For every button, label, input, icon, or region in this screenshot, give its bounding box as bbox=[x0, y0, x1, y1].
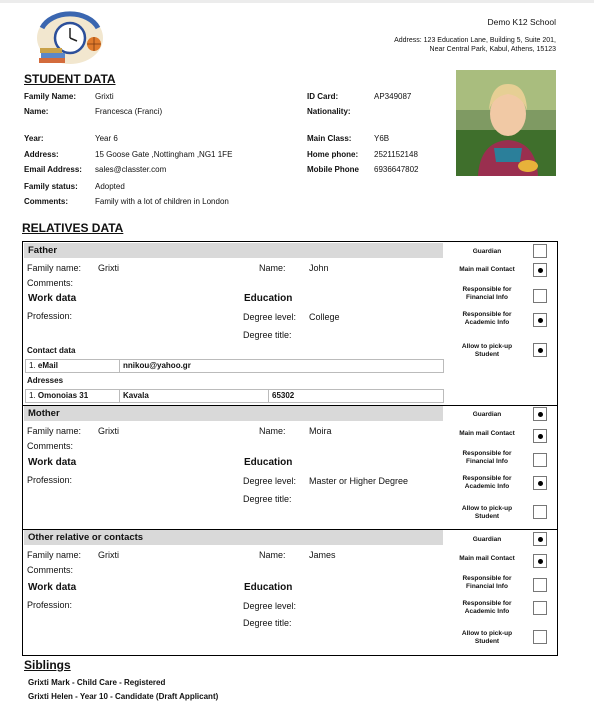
school-name: Demo K12 School bbox=[487, 17, 556, 27]
academic-label-line-2: Academic Info bbox=[464, 319, 510, 326]
checked-dot bbox=[538, 348, 543, 353]
checked-dot bbox=[538, 537, 543, 542]
pickup-label-line-1: Allow to pick-up bbox=[461, 343, 513, 350]
financial-label-line-2: Financial Info bbox=[466, 294, 508, 301]
mother-academic-label bbox=[447, 475, 527, 491]
other-degree-title-label: Degree title: bbox=[243, 618, 292, 628]
name-value: Francesca (Franci) bbox=[95, 107, 163, 116]
father-contact-data: Contact data bbox=[27, 346, 76, 355]
other-guardian-label: Guardian bbox=[472, 536, 502, 543]
father-address-zip: 65302 bbox=[268, 389, 444, 403]
mother-pickup-checkbox[interactable] bbox=[533, 505, 547, 519]
mother-academic-checkbox[interactable] bbox=[533, 476, 547, 490]
mother-guardian-checkbox[interactable] bbox=[533, 407, 547, 421]
father-pickup-checkbox[interactable] bbox=[533, 343, 547, 357]
mobile-label: Mobile Phone bbox=[307, 165, 359, 174]
academic-label-line-1: Responsible for bbox=[462, 475, 512, 482]
father-address-street: Omonoias 31 bbox=[37, 391, 89, 400]
father-academic-label bbox=[447, 311, 527, 327]
other-family-name-label: Family name: bbox=[27, 550, 82, 560]
other-degree-level-label: Degree level: bbox=[243, 601, 297, 611]
father-adresses-label: Adresses bbox=[27, 376, 64, 385]
address-line-2: Near Central Park, Kabul, Athens, 15123 bbox=[429, 46, 556, 53]
checked-dot bbox=[538, 412, 543, 417]
checked-dot bbox=[538, 559, 543, 564]
pickup-label-line-1: Allow to pick-up bbox=[461, 505, 513, 512]
address-line-1: Address: 123 Education Lane, Building 5, Suite 201, bbox=[394, 37, 556, 44]
academic-label-line-2: Academic Info bbox=[464, 608, 510, 615]
other-academic-label bbox=[447, 600, 527, 616]
mother-work-data: Work data bbox=[28, 457, 77, 468]
father-main-mail-checkbox[interactable] bbox=[533, 263, 547, 277]
father-header: Father bbox=[24, 243, 443, 258]
address-value: 15 Goose Gate ,Nottingham ,NG1 1FE bbox=[95, 150, 233, 159]
financial-label-line-1: Responsible for bbox=[462, 575, 512, 582]
father-family-name-label: Family name: bbox=[27, 263, 82, 273]
financial-label-line-1: Responsible for bbox=[462, 286, 512, 293]
father-academic-checkbox[interactable] bbox=[533, 313, 547, 327]
family-status-label: Family status: bbox=[24, 182, 78, 191]
pickup-label-line-2: Student bbox=[474, 513, 500, 520]
sibling-item: Grixti Mark - Child Care - Registered bbox=[28, 678, 166, 687]
family-status-value: Adopted bbox=[95, 182, 125, 191]
mother-degree-level-value: Master or Higher Degree bbox=[309, 476, 409, 486]
home-phone-label: Home phone: bbox=[307, 150, 359, 159]
mother-financial-label bbox=[447, 450, 527, 466]
mother-comments-label: Comments: bbox=[27, 441, 74, 451]
mobile-value: 6936647802 bbox=[374, 165, 419, 174]
mother-pickup-label bbox=[447, 505, 527, 521]
father-pickup-label bbox=[447, 343, 527, 359]
pickup-label-line-1: Allow to pick-up bbox=[461, 630, 513, 637]
father-name-label: Name: bbox=[259, 263, 286, 273]
family-name-label: Family Name: bbox=[24, 92, 77, 101]
other-name-value: James bbox=[309, 550, 336, 560]
father-family-name-value: Grixti bbox=[98, 263, 119, 273]
father-degree-level-label: Degree level: bbox=[243, 312, 297, 322]
sibling-item: Grixti Helen - Year 10 - Candidate (Draft Applicant) bbox=[28, 692, 219, 701]
other-work-data: Work data bbox=[28, 582, 77, 593]
other-financial-checkbox[interactable] bbox=[533, 578, 547, 592]
mother-main-mail-label: Main mail Contact bbox=[459, 430, 515, 437]
relatives-data-title: RELATIVES DATA bbox=[22, 221, 124, 235]
mother-header: Mother bbox=[24, 406, 443, 421]
family-name-value: Grixti bbox=[95, 92, 114, 101]
mother-degree-level-label: Degree level: bbox=[243, 476, 297, 486]
mother-guardian-label: Guardian bbox=[472, 411, 502, 418]
year-label: Year: bbox=[24, 134, 44, 143]
other-profession-label: Profession: bbox=[27, 600, 73, 610]
pickup-label-line-2: Student bbox=[474, 638, 500, 645]
father-degree-level-value: College bbox=[309, 312, 340, 322]
academic-label-line-2: Academic Info bbox=[464, 483, 510, 490]
mother-degree-title-label: Degree title: bbox=[243, 494, 292, 504]
father-guardian-checkbox[interactable] bbox=[533, 244, 547, 258]
id-card-value: AP349087 bbox=[374, 92, 412, 101]
father-address-street-cell bbox=[25, 389, 120, 403]
pickup-label-line-2: Student bbox=[474, 351, 500, 358]
financial-label-line-1: Responsible for bbox=[462, 450, 512, 457]
school-logo bbox=[32, 8, 107, 66]
student-data-title: STUDENT DATA bbox=[24, 72, 116, 86]
mother-family-name-label: Family name: bbox=[27, 426, 82, 436]
other-main-mail-label: Main mail Contact bbox=[459, 555, 515, 562]
financial-label-line-2: Financial Info bbox=[466, 583, 508, 590]
checked-dot bbox=[538, 268, 543, 273]
other-main-mail-checkbox[interactable] bbox=[533, 554, 547, 568]
relatives-box bbox=[22, 241, 558, 656]
top-bar bbox=[0, 0, 594, 3]
other-education: Education bbox=[244, 582, 293, 593]
checked-dot bbox=[538, 434, 543, 439]
main-class-label: Main Class: bbox=[307, 134, 352, 143]
father-contact-value: nnikou@yahoo.gr bbox=[119, 359, 444, 373]
father-name-value: John bbox=[309, 263, 329, 273]
id-card-label: ID Card: bbox=[307, 92, 339, 101]
other-pickup-label bbox=[447, 630, 527, 646]
comments-label: Comments: bbox=[24, 197, 69, 206]
father-work-data: Work data bbox=[28, 293, 77, 304]
father-contact-type-cell bbox=[25, 359, 120, 373]
comments-value: Family with a lot of children in London bbox=[95, 197, 229, 206]
email-label: Email Address: bbox=[24, 165, 82, 174]
mother-education: Education bbox=[244, 457, 293, 468]
father-education: Education bbox=[244, 293, 293, 304]
father-address-city: Kavala bbox=[119, 389, 269, 403]
mother-name-value: Moira bbox=[309, 426, 332, 436]
father-comments-label: Comments: bbox=[27, 278, 74, 288]
student-photo bbox=[456, 70, 556, 176]
other-header: Other relative or contacts bbox=[24, 530, 443, 545]
mother-name-label: Name: bbox=[259, 426, 286, 436]
checked-dot bbox=[538, 481, 543, 486]
main-class-value: Y6B bbox=[374, 134, 390, 143]
father-financial-label bbox=[447, 286, 527, 302]
siblings-title: Siblings bbox=[24, 658, 71, 672]
email-value: sales@classter.com bbox=[95, 165, 167, 174]
financial-label-line-2: Financial Info bbox=[466, 458, 508, 465]
address-label: Address: bbox=[24, 150, 59, 159]
mother-main-mail-checkbox[interactable] bbox=[533, 429, 547, 443]
other-family-name-value: Grixti bbox=[98, 550, 119, 560]
checked-dot bbox=[538, 318, 543, 323]
father-financial-checkbox[interactable] bbox=[533, 289, 547, 303]
father-guardian-label: Guardian bbox=[472, 248, 502, 255]
father-contact-type: eMail bbox=[37, 361, 58, 370]
mother-profession-label: Profession: bbox=[27, 475, 73, 485]
father-contact-index: 1. bbox=[29, 361, 36, 370]
other-pickup-checkbox[interactable] bbox=[533, 630, 547, 644]
father-main-mail-label: Main mail Contact bbox=[459, 266, 515, 273]
father-degree-title-label: Degree title: bbox=[243, 330, 292, 340]
school-address bbox=[394, 36, 556, 54]
nationality-label: Nationality: bbox=[307, 107, 351, 116]
year-value: Year 6 bbox=[95, 134, 118, 143]
academic-label-line-1: Responsible for bbox=[462, 600, 512, 607]
mother-family-name-value: Grixti bbox=[98, 426, 119, 436]
name-label: Name: bbox=[24, 107, 49, 116]
other-name-label: Name: bbox=[259, 550, 286, 560]
other-academic-checkbox[interactable] bbox=[533, 601, 547, 615]
father-address-index: 1. bbox=[29, 391, 36, 400]
academic-label-line-1: Responsible for bbox=[462, 311, 512, 318]
father-profession-label: Profession: bbox=[27, 311, 73, 321]
other-comments-label: Comments: bbox=[27, 565, 74, 575]
mother-financial-checkbox[interactable] bbox=[533, 453, 547, 467]
other-guardian-checkbox[interactable] bbox=[533, 532, 547, 546]
other-financial-label bbox=[447, 575, 527, 591]
home-phone-value: 2521152148 bbox=[374, 150, 418, 159]
